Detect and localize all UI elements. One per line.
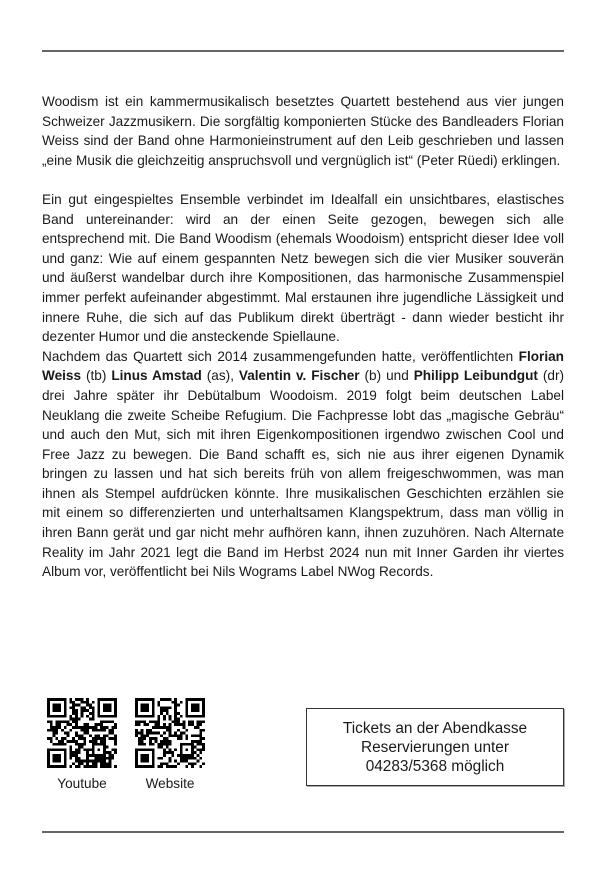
website-qr[interactable] — [134, 698, 206, 791]
paragraph-ensemble: Ein gut eingespieltes Ensemble verbindet im Idealfall ein unsichtbares, elastisches Band untereinander: wird an der einen Seite gezogen, bewegen sich alle entsprechend mit. Die Band Woodism (ehemals Woodoism) entspricht dieser Idee voll und ganz: Wie auf einem gespannten Netz bewegen sich die vier Musiker souverän und äußerst wandelbar durch ihre Kompositionen, das harmonische Zusammenspiel immer perfekt aufeinander abgestimmt. Mal erstaunen ihre jugendliche Lässigkeit und innere Ruhe, die sich auf das Publikum direkt überträgt - dann wieder besticht ihr dezenter Humor und die ansteckende Spiellaune. — [42, 191, 564, 345]
member-name: Florian Weiss — [42, 348, 564, 384]
band-description — [42, 92, 564, 582]
bottom-divider — [42, 831, 564, 833]
history-rest: (dr) drei Jahre später ihr Debütalbum Woodoism. 2019 folgt beim deutschen Label Neuklang die zweite Scheibe Refugium. Die Fachpresse lobt das „magische Gebräu“ und auch den Mut, sich mit ihren Eigenkompositionen irgendwo zwischen Cool und Free Jazz zu bewegen. Die Band schafft es, sich nie aus ihrer eigenen Dynamik bringen zu lassen und hat sich bereits früh von allem freigeschwommen, was man ihnen als Stempel aufdrücken könnte. Ihre musikalischen Geschichten erzählen sie mit einem so differenzierten und unterhaltsamen Klangspektrum, dass man völlig in ihren Bann gerät und gar nicht mehr aufhören kann, ihnen zuzuhören. Nach Alternate Reality im Jahr 2021 legt die Band im Herbst 2024 nun mit Inner Garden ihr viertes Album vor, veröffentlicht bei Nils Wograms Label NWog Records. — [42, 368, 564, 580]
member-name: Linus Amstad — [111, 368, 202, 384]
youtube-label: Youtube — [57, 776, 107, 791]
member-role: (tb) — [81, 368, 112, 384]
youtube-qr[interactable] — [46, 698, 118, 791]
ticket-line-3: 04283/5368 möglich — [365, 757, 505, 775]
member-role: (as), — [201, 368, 239, 384]
website-label: Website — [145, 776, 195, 791]
paragraph-intro: Woodism ist ein kammermusikalisch besetztes Quartett bestehend aus vier jungen Schweizer Jazzmusikern. Die sorgfältig komponierten Stücke des Bandleaders Florian Weiss sind der Band ohne Harmonieinstrument auf den Leib geschrieben und lassen „eine Musik die gleichzeitig anspruchsvoll und vergnüglich ist“ (Peter Rüedi) erklingen. — [42, 94, 564, 168]
qr-code-icon — [135, 698, 205, 768]
member-name: Valentin v. Fischer — [238, 368, 360, 384]
top-divider — [42, 50, 564, 52]
member-role: (b) und — [359, 368, 414, 384]
paragraph-history — [42, 347, 564, 582]
ticket-info-box — [306, 708, 564, 786]
history-intro: Nachdem das Quartett sich 2014 zusammengefunden hatte, veröffentlichten — [42, 348, 519, 364]
ticket-line-2: Reservierungen unter — [360, 738, 509, 756]
member-name: Philipp Leibundgut — [413, 368, 538, 384]
qr-code-icon — [47, 698, 117, 768]
ticket-line-1: Tickets an der Abendkasse — [342, 719, 528, 737]
